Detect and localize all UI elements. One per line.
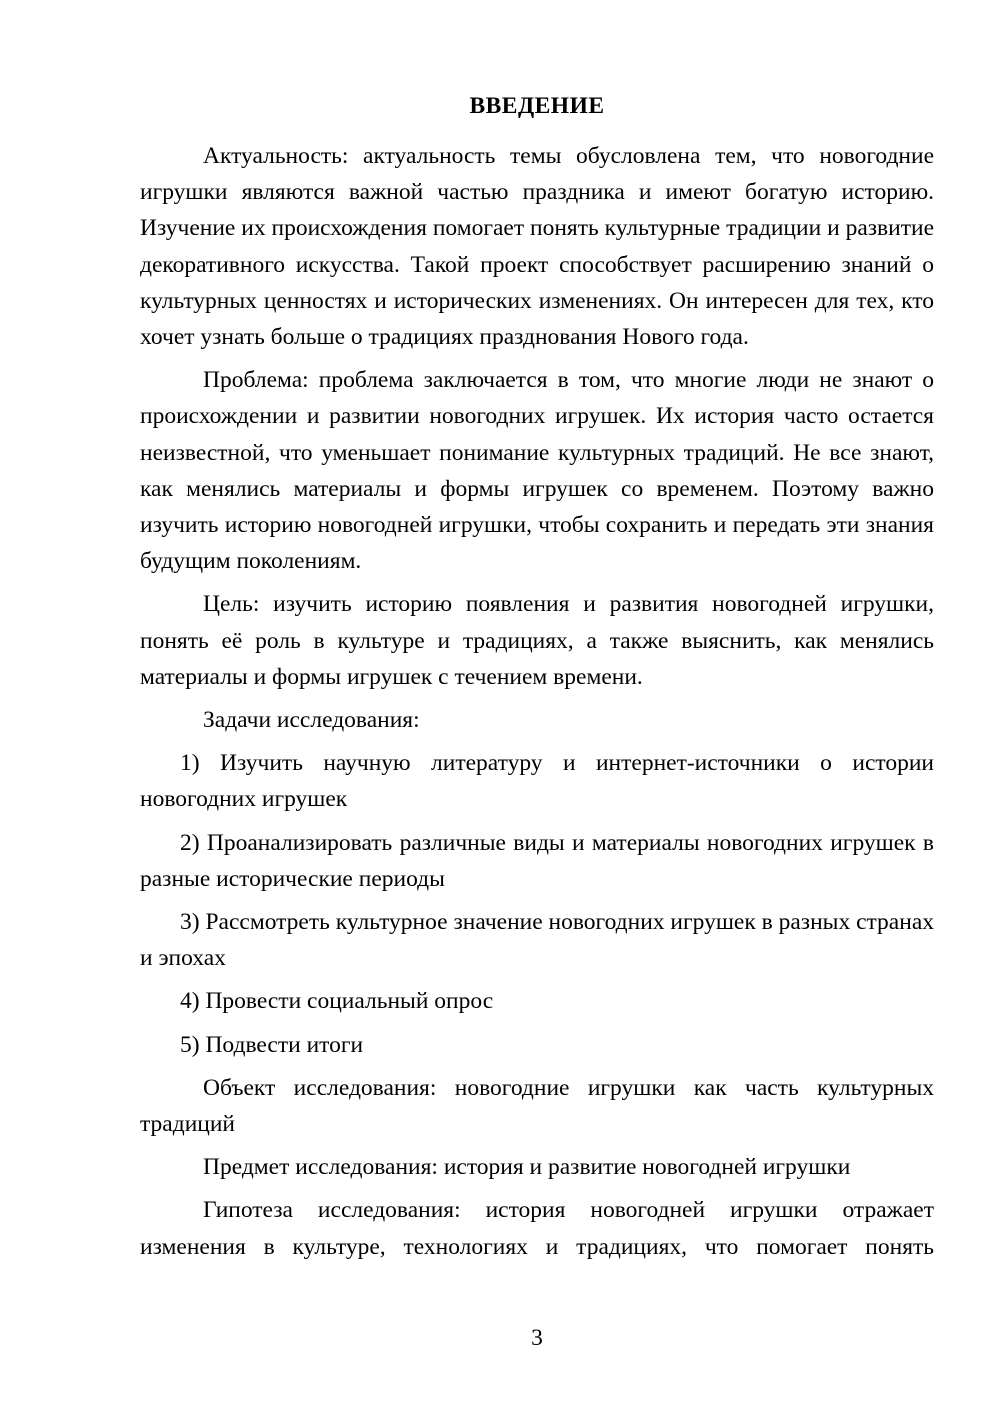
- section-title: ВВЕДЕНИЕ: [469, 93, 605, 119]
- task-item-1: 1) Изучить научную литературу и интернет-источники о истории новогодних игрушек: [140, 750, 934, 813]
- paragraph-subject: Предмет исследования: история и развитие новогодней игрушки: [203, 1154, 851, 1181]
- paragraph-problem: Проблема: проблема заключается в том, что многие люди не знают о происхождении и развитии новогодних игрушек. Их история часто остается неизвестной, что уменьшает понимание культурных традиций. Не все знают, как менялись материалы и формы игрушек со временем. Поэтому важно изучить историю новогодней игрушки, чтобы сохранить и передать эти знания будущим поколениям.: [140, 367, 934, 575]
- paragraph-relevance: Актуальность: актуальность темы обусловлена тем, что новогодние игрушки являются важной частью праздника и имеют богатую историю. Изучение их происхождения помогает понять культурные традиции и развитие декоративного искусства. Такой проект способствует расширению знаний о культурных ценностях и исторических изменениях. Он интересен для тех, кто хочет узнать больше о традициях празднования Нового года.: [140, 143, 934, 351]
- task-item-5: 5) Подвести итоги: [180, 1031, 364, 1058]
- paragraph-goal: Цель: изучить историю появления и развития новогодней игрушки, понять её роль в культуре и традициях, а также выяснить, как менялись материалы и формы игрушек с течением времени.: [140, 591, 934, 690]
- task-item-4: 4) Провести социальный опрос: [180, 988, 494, 1015]
- page-number: 3: [531, 1325, 543, 1351]
- paragraph-tasks-heading: Задачи исследования:: [203, 707, 420, 734]
- task-item-2: 2) Проанализировать различные виды и материалы новогодних игрушек в разные исторические периоды: [140, 829, 934, 892]
- task-item-3: 3) Рассмотреть культурное значение новогодних игрушек в разных странах и эпохах: [140, 909, 934, 972]
- paragraph-hypothesis: Гипотеза исследования: история новогодней игрушки отражает изменения в культуре, технологиях и традициях, что помогает понять: [140, 1197, 934, 1260]
- paragraph-object: Объект исследования: новогодние игрушки как часть культурных традиций: [140, 1074, 934, 1138]
